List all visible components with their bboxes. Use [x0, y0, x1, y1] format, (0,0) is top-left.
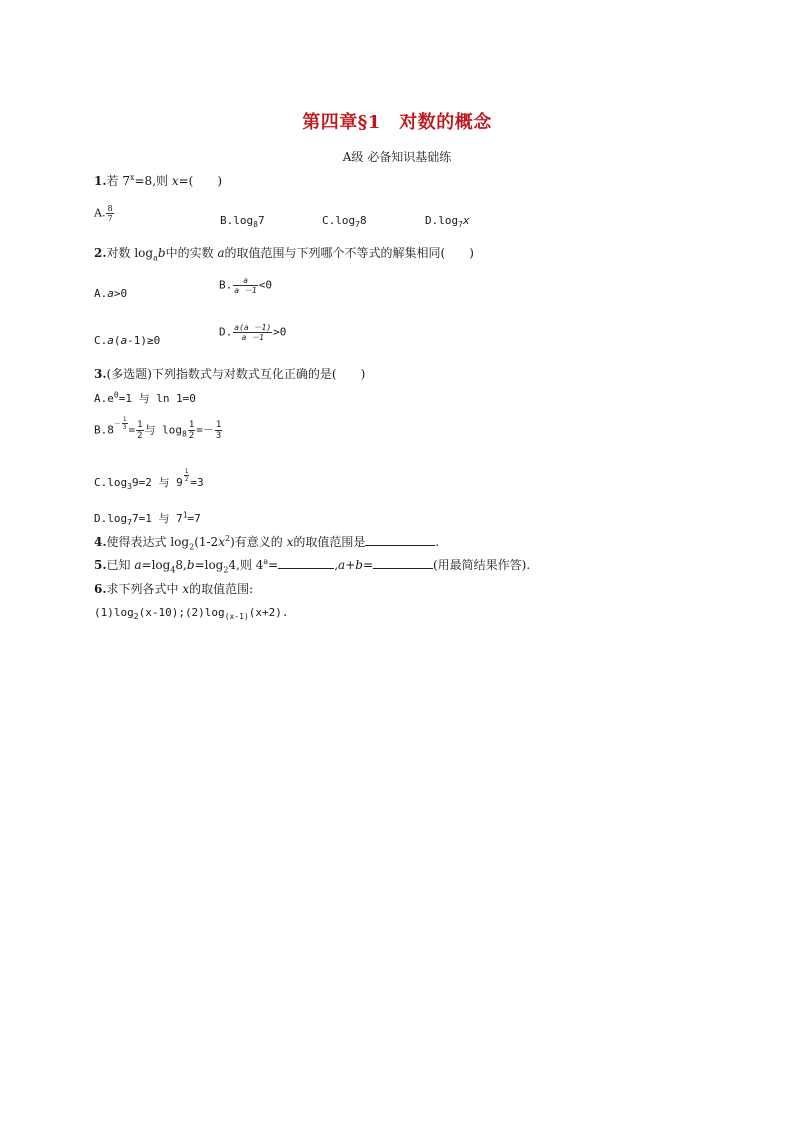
- question-number: 1.: [94, 174, 107, 188]
- question-6-parts: $(1)\log_2(x-10);(2)\log_{(x-1)}(x+2)$.: [94, 606, 289, 622]
- question-6: 6.求下列各式中 x的取值范围:: [94, 582, 254, 596]
- question-number: 5.: [94, 558, 107, 572]
- question-5: 5.已知 $a=\log_48,b=\log_24$,则 $4^a= ,a+b=$ (用最简结果作答).: [94, 557, 531, 575]
- question-number: 2.: [94, 246, 107, 260]
- question-3: 3.(多选题)下列指数式与对数式互化正确的是( ): [94, 367, 366, 381]
- question-2: 2.对数 $\log_ab$中的实数 a的取值范围与下列哪个不等式的解集相同( ): [94, 246, 474, 263]
- q3-option-c: $C.\log_39=2$ 与 9 $\frac{1}{2}$ =3: [94, 467, 204, 492]
- answer-blank[interactable]: [365, 535, 435, 546]
- q1-option-a: A. $\frac{8}{7}$: [94, 204, 113, 223]
- q1-option-d: $D.\log_7x$: [425, 214, 470, 230]
- question-number: 4.: [94, 535, 107, 549]
- q3-option-a: $A.e^0=1$ 与 ln 1=0: [94, 390, 196, 405]
- q1-option-b: $B.\log_87$: [220, 214, 265, 230]
- question-1: 1.若 $7^x=8$,则 x=( ): [94, 173, 223, 188]
- question-4: 4.使得表达式 $\log_2(1-2x^2)$有意义的 x的取值范围是 .: [94, 534, 440, 552]
- q2-option-b: B. $\frac{a}{a -1}$ <0: [219, 276, 272, 295]
- question-number: 6.: [94, 582, 107, 596]
- q3-option-b: $B.8^{- \frac{1}{3}}$ = $\frac{1}{2}$ 与 $\log_8$ $\frac{1}{2}$ =－ $\frac{1}{3}$: [94, 416, 222, 441]
- question-number: 3.: [94, 367, 107, 381]
- answer-blank-1[interactable]: [278, 558, 334, 569]
- page-subtitle: A级 必备知识基础练: [342, 150, 452, 164]
- q3-option-d: $D.\log_77=1$ 与 $7^1=7$: [94, 510, 201, 528]
- answer-blank-2[interactable]: [373, 558, 433, 569]
- q2-option-d: D. $\frac{a(a -1)}{a -1}$ >0: [219, 323, 287, 342]
- q2-option-a: A.a>0: [94, 287, 128, 300]
- page-title: 第四章§1 对数的概念: [302, 112, 492, 133]
- q1-option-c: $C.\log_78$: [322, 214, 367, 230]
- q2-option-c: C.a(a-1)≥0: [94, 334, 161, 347]
